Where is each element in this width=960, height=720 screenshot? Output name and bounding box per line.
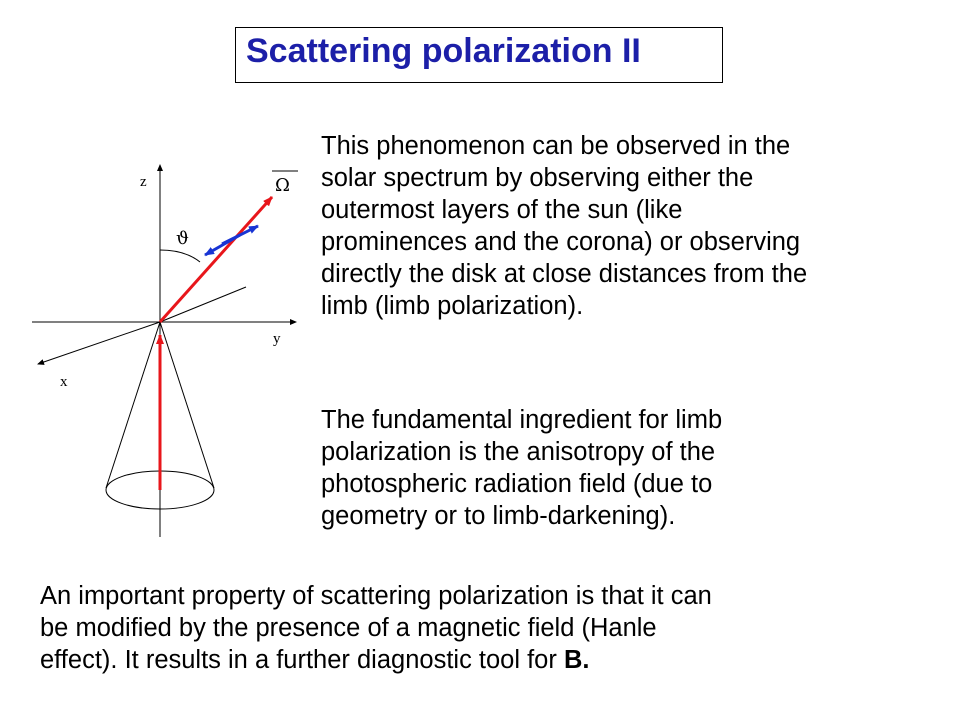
- diagonal-axis: [160, 287, 246, 322]
- text-line: prominences and the corona) or observing: [321, 228, 801, 256]
- text-line: solar spectrum by observing either the: [321, 164, 754, 192]
- text-line: polarization is the anisotropy of the: [321, 438, 716, 466]
- cone-side-right: [160, 322, 214, 488]
- scattered-ray-arrow: [160, 197, 272, 322]
- x-axis: [38, 322, 160, 364]
- text-segment: effect). It results in a further diagnostic tool for: [40, 646, 564, 674]
- text-line: limb (limb polarization).: [321, 292, 584, 320]
- text-line: An important property of scattering polarization is that it can: [40, 582, 712, 610]
- text-line: [40, 644, 712, 676]
- scattering-geometry-diagram: [0, 120, 310, 560]
- paragraph-anisotropy: [321, 404, 722, 532]
- text-line: The fundamental ingredient for limb: [321, 406, 723, 434]
- y-axis-label: y: [273, 331, 281, 347]
- text-line: photospheric radiation field (due to: [321, 470, 713, 498]
- text-line: be modified by the presence of a magnetic field (Hanle: [40, 614, 657, 642]
- magnetic-field-symbol: B.: [563, 646, 590, 674]
- z-axis-label: z: [140, 174, 147, 190]
- title-box: [235, 27, 723, 83]
- x-axis-label: x: [60, 374, 68, 390]
- paragraph-observation: [321, 130, 807, 322]
- slide-title: Scattering polarization II: [246, 32, 641, 70]
- cone-side-left: [106, 322, 160, 488]
- omega-label: Ω: [275, 175, 290, 196]
- text-line: directly the disk at close distances from the: [321, 260, 808, 288]
- text-line: geometry or to limb-darkening).: [321, 502, 676, 530]
- theta-label: ϑ: [176, 228, 189, 249]
- text-line: outermost layers of the sun (like: [321, 196, 683, 224]
- text-line: This phenomenon can be observed in the: [321, 132, 791, 160]
- theta-arc: [160, 250, 200, 262]
- paragraph-hanle: [40, 580, 712, 676]
